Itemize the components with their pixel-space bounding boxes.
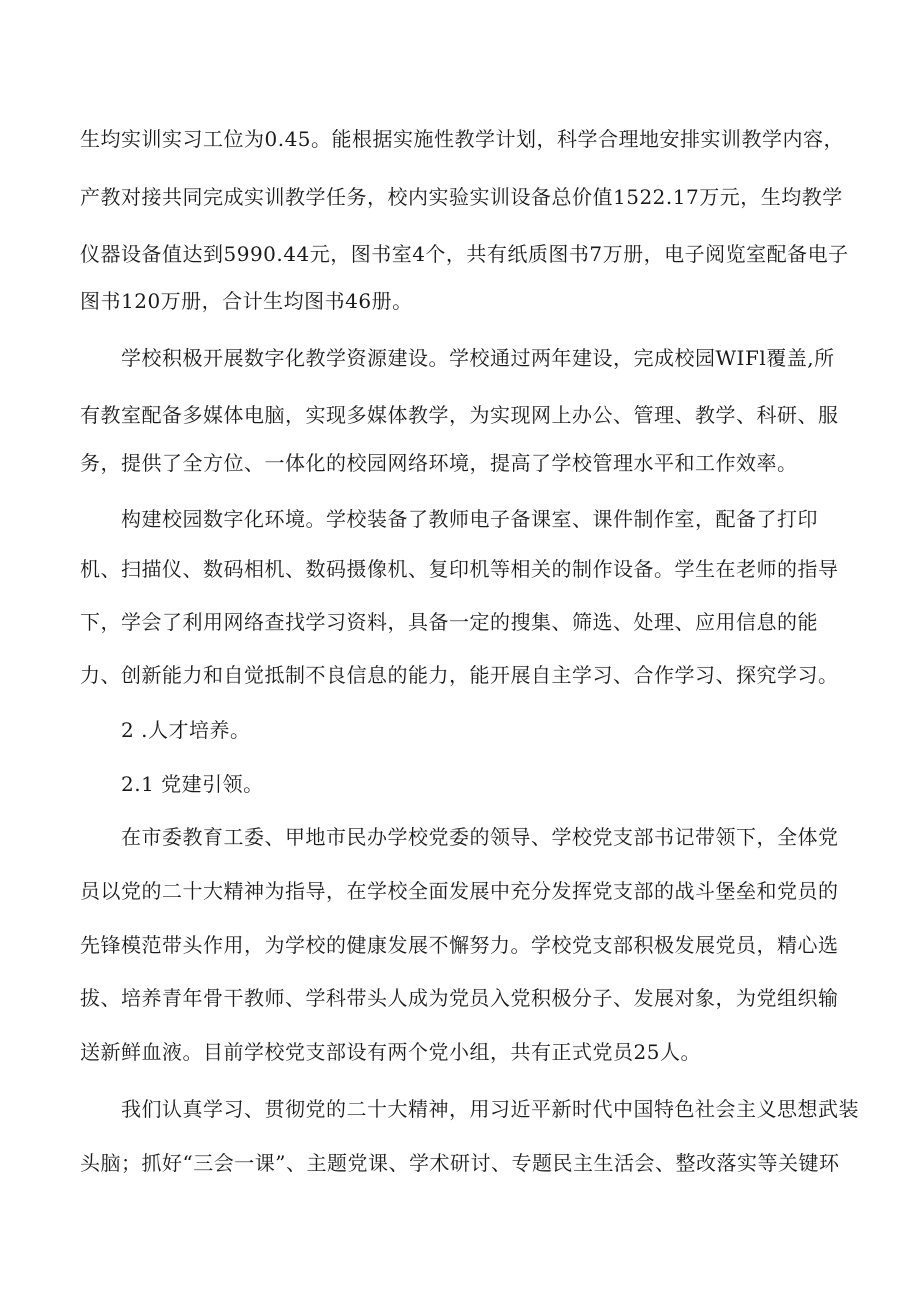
text-line: 拔、培养青年骨干教师、学科带头人成为党员入党积极分子、发展对象，为党组织输 [80, 986, 839, 1010]
text-line: 下，学会了利用网络查找学习资料，具备一定的搜集、筛选、处理、应用信息的能 [80, 610, 818, 634]
text-line: 员以党的二十大精神为指导，在学校全面发展中充分发挥党支部的战斗堡垒和党员的 [80, 879, 839, 903]
subsection-heading: 2.1 党建引领。 [121, 772, 264, 796]
text-line: 仪器设备值达到5990.44元，图书室4个，共有纸质图书7万册，电子阅览室配备电子 [80, 242, 849, 266]
text-line: 头脑；抓好“三会一课”、主题党课、学术研讨、专题民主生活会、整改落实等关键环 [80, 1151, 840, 1175]
paragraph-first-line: 在市委教育工委、甲地市民办学校党委的领导、学校党支部书记带领下，全体党 [121, 825, 839, 849]
text-line: 力、创新能力和自觉抵制不良信息的能力，能开展自主学习、合作学习、探究学习。 [80, 663, 839, 687]
text-line: 产教对接共同完成实训教学任务，校内实验实训设备总价值1522.17万元，生均教学 [80, 185, 843, 209]
text-line: 机、扫描仪、数码相机、数码摄像机、复印机等相关的制作设备。学生在老师的指导 [80, 557, 839, 581]
section-heading: 2 .人才培养。 [121, 718, 251, 742]
text-line: 图书120万册，合计生均图书46册。 [80, 289, 413, 313]
text-line: 有教室配备多媒体电脑，实现多媒体教学，为实现网上办公、管理、教学、科研、服 [80, 403, 839, 427]
text-line: 送新鲜血液。目前学校党支部设有两个党小组，共有正式党员25人。 [80, 1040, 701, 1064]
paragraph-first-line: 构建校园数字化环境。学校装备了教师电子备课室、课件制作室，配备了打印 [121, 507, 818, 531]
paragraph-first-line: 我们认真学习、贯彻党的二十大精神，用习近平新时代中国特色社会主义思想武装 [121, 1097, 859, 1121]
paragraph-first-line: 学校积极开展数字化教学资源建设。学校通过两年建设，完成校园WIFl覆盖,所 [121, 346, 835, 370]
text-line: 务，提供了全方位、一体化的校园网络环境，提高了学校管理水平和工作效率。 [80, 451, 798, 475]
text-line: 先锋模范带头作用，为学校的健康发展不懈努力。学校党支部积极发展党员，精心选 [80, 933, 839, 957]
text-line: 生均实训实习工位为0.45。能根据实施性教学计划，科学合理地安排实训教学内容， [80, 127, 845, 151]
